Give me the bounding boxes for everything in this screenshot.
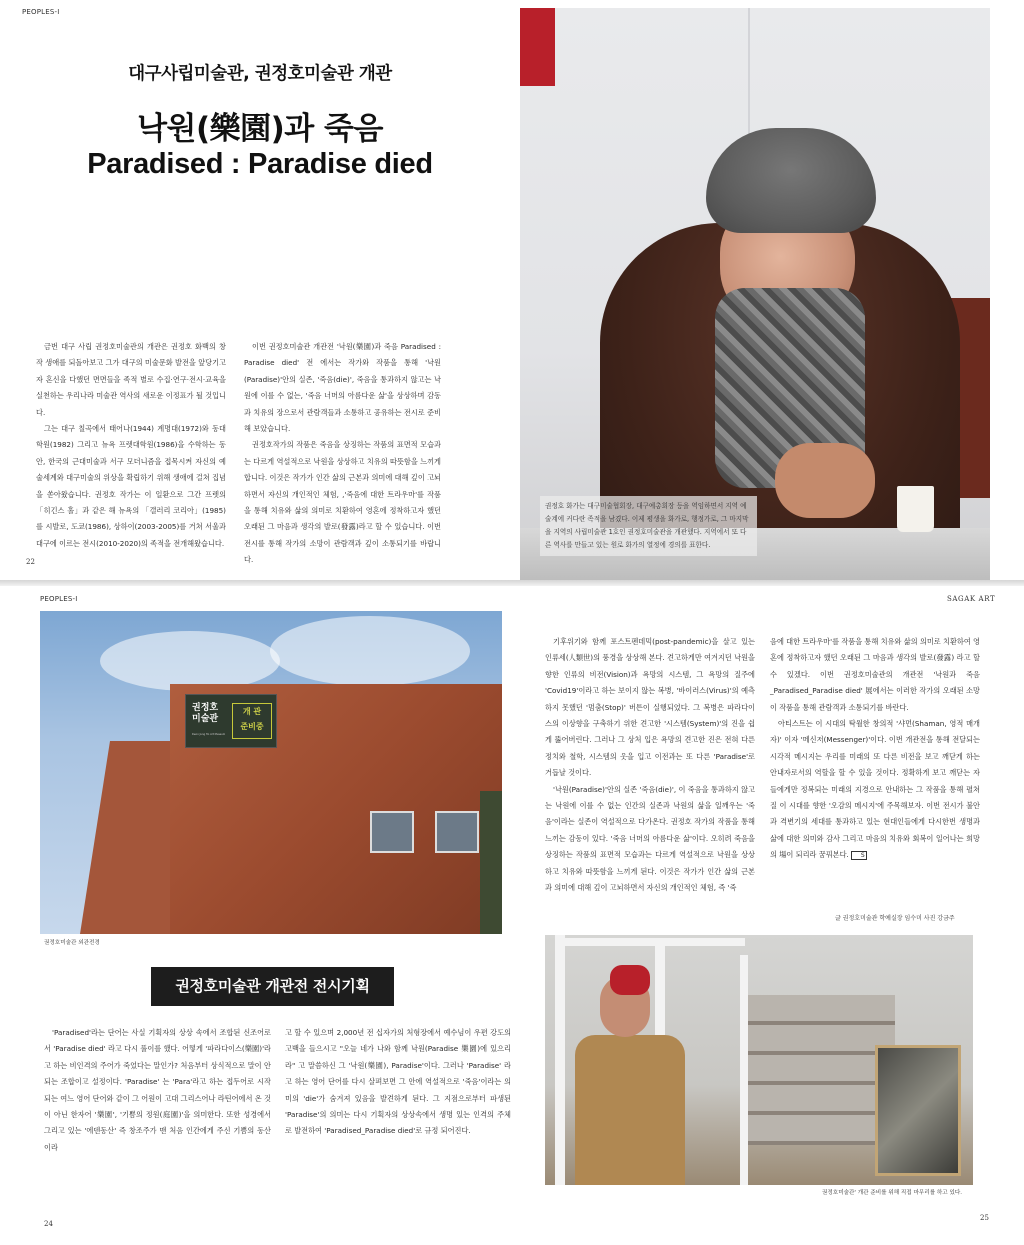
- flat-cap: [706, 128, 876, 233]
- paragraph: '낙원(Paradise)'안의 실존 '죽음(die)', 이 죽음을 통과하지 않고는 낙원에 이를 수 없는 인간의 실존과 낙원의 삶을 일깨우는 '죽음'이라는 실존이 역설적으로 다가온다. 권정호 작가의 작품을 통해 느끼는 감동이 있다. '죽음 너머의 아름다운 삶'이다. 오히려 죽음을 상징하는 작품의 표면적 모습과는 다르게 역설적으로 낙원을 상상하고 치유와 따뜻함을 느끼게 된다. 이것은 작가가 인간 삶의 근본과 의미에 대해 깊이 고뇌하면서 자신의 개인적인 체험, 즉 '죽: [545, 784, 755, 893]
- kicker: 대구사립미술관, 권정호미술관 개관: [128, 64, 392, 84]
- photo-caption: 권정호미술관' 개관 준비를 위해 직접 마무리를 하고 있다.: [822, 1190, 963, 1196]
- photo-caption: 권정호미술관 외관전경: [44, 940, 100, 946]
- magazine-name: SAGAK ART: [947, 595, 996, 603]
- building-side: [80, 741, 180, 934]
- page-number: 22: [26, 558, 35, 566]
- banner-sub: Kwon Jung Ho Art Museum: [192, 733, 226, 736]
- article-column-3: [545, 634, 755, 897]
- spread-divider: [0, 580, 1024, 586]
- article-column-4: [770, 634, 980, 864]
- end-mark-icon: S: [851, 851, 867, 860]
- paragraph: 기후위기와 함께 포스트펜데믹(post-pandemic)을 살고 있는 인류세(人類世)의 풍경을 상상해 본다. 견고하게만 여겨지던 낙원을 향한 인류의 비전(Vision)과 욕망의 시스템, 그 욕망의 질주에 'Covid19'이라고 하는 보이지 않는 복병, '바이러스(Virus)'의 예측하지 못했던 '멈춤(Stop)' 버튼이 실행되었다. 그 복병은 파라다이스의 이상향을 구축하기 위한 견고한 '시스템(System)'의 진을 쉽게 뚫어버린다. 그러나 그 상처 입은 욕망의 견고한 진은 전혀 다른 정치와 철학, 시스템의 옷을 입고 이전과는 또 다른 'Paradise'로 거듭날 것이다.: [545, 637, 755, 778]
- page-number: 25: [980, 1214, 989, 1222]
- article-column-1: [44, 1025, 271, 1156]
- apron: [575, 1035, 685, 1185]
- tree: [480, 791, 502, 934]
- paragraph: 이번 권정호미술관 개관전 '낙원(樂園)과 죽음 Paradised : Paradise died' 전 에서는 작가와 작품을 통해 '낙원(Paradise)'안의 실존, '죽음(die)', 죽음을 통과하지 않고는 낙원에 이를 수 없는, '죽음 너머의 아름다운 삶'을 상상하며 감동과 치유의 장으로서 관람객들과 소통하고 공유하는 전시로 준비해 보았습니다.: [244, 342, 441, 434]
- artist-workshop-photo: [545, 935, 973, 1185]
- framed-painting: [875, 1045, 961, 1176]
- article-column-2: [244, 339, 441, 569]
- spread-top: [0, 0, 1024, 580]
- banner-status: [232, 703, 272, 739]
- clasped-hands: [775, 443, 875, 518]
- title-korean: 낙원(樂園)과 죽음: [137, 111, 383, 147]
- frame-bar: [555, 938, 745, 946]
- title-block: [0, 60, 520, 181]
- byline: 글 권정호미술관 학예실장 임수미 사진 강금주: [835, 915, 955, 922]
- paragraph: 권정호작가의 작품은 죽음을 상징하는 작품의 표면적 모습과는 다르게 역설적으로 낙원을 상상하고 치유의 따뜻함을 느끼게 합니다. 이것은 작가가 인간 삶의 근본과 의미에 대해 깊이 고뇌하면서 자신의 개인적인 체험, ,'죽음에 대한 트라우마'를 작품을 통해 치유와 삶의 의미로 치환하여 영혼에 정착하고자 했던 오래된 그 마음과 생각의 발로(發露)라고 할 수 있습니다. 이번 전시를 통해 작가의 소망이 관람객과 깊이 소통되기를 바랍니다.: [244, 440, 441, 565]
- section-heading: 권정호미술관 개관전 전시기획: [151, 967, 394, 1006]
- banner-museum-name: 권정호 미술관: [192, 703, 219, 724]
- paragraph: 그는 대구 칠곡에서 태어나(1944) 계명대(1972)와 동대학원(1982) 그리고 뉴욕 프렛대학원(1986)을 수학하는 동안, 한국의 근대미술과 서구 모더니즘을 접목시켜 자신의 예술세계와 대구미술의 위상을 확립하기 위해 생애에 걸쳐 집념을 쏟아왔습니다. 권정호 작가는 이 일환으로 그간 프렛의 「히긴스 홀」과 같은 해 뉴욕의 「갤러리 코리아」(1985)를 시발로, 도쿄(1986), 상하이(2003-2005)를 거쳐 서울과 대구에 이르는 전시(2010-2020)의 족적을 전개해왔습니다.: [36, 424, 226, 548]
- running-head: PEOPLES-Ⅰ: [22, 8, 60, 16]
- banner-status-1: 개 관: [242, 707, 262, 716]
- paragraph: 음에 대한 트라우마'를 작품을 통해 치유와 삶의 의미로 치환하여 영혼에 정착하고자 했던 오래된 그 마음과 생각의 발로(發露) 라고 할 수 있겠다. 이번 권정호미술관의 개관전 '낙원과 죽음_Paradised_Paradise died' 展에서는 이러한 작가의 오래된 소망이 작품을 통해 관람객과 소통되기를 바란다.: [770, 637, 981, 712]
- artist: [575, 955, 685, 1185]
- cloud: [270, 616, 470, 686]
- frame-post: [555, 935, 565, 1185]
- paragraph: 고 할 수 있으며 2,000년 전 십자가의 처형장에서 예수님이 우편 강도의 고백을 들으시고 "오늘 네가 나와 함께 낙원(Paradise 樂園)에 있으리라" 고 말씀하신 그 '낙원(樂園), Paradise'이다. 그러나 'Paradise' 라고 하는 영어 단어를 다시 살펴보면 그 안에 역설적으로 '죽음'이라는 의미의 'die'가 숨겨져 있음을 발견하게 된다. 그 지점으로부터 파생된 'Paradise'의 의미는 다시 기획자의 상상속에서 생명 있는 인격의 주체로 발전하여 'Paradised_Paradise died'로 규정 되어진다.: [285, 1028, 511, 1136]
- page-number: 24: [44, 1220, 53, 1228]
- window: [370, 811, 414, 853]
- article-column-1: [36, 339, 226, 552]
- paragraph: 'Paradised'라는 단어는 사실 기획자의 상상 속에서 조합된 신조어로서 'Paradise died' 라고 다시 풀이를 했다. 어떻게 '파라다이스(樂園)'라고 하는 비인격의 주어가 죽었다는 말인가? 처음부터 상식적으로 말이 안되는 조합이고 설정이다. 'Paradise' 는 'Para'라고 하는 접두어로 시작되는 여느 영어 단어와 같이 그 어원이 고대 그리스어나 라틴어에서 온 것이 아닌 한자어 '樂園', '기쁨의 정원(庭園)'을 의미한다. 또한 성경에서 그리고 있는 '에덴동산' 즉 창조주가 맨 처음 인간에게 주신 기쁨의 동산이라: [44, 1028, 271, 1152]
- window: [435, 811, 479, 853]
- red-glove: [610, 965, 650, 995]
- article-column-2: [285, 1025, 511, 1140]
- red-artwork: [520, 8, 555, 86]
- frame-post: [740, 955, 748, 1185]
- running-head: PEOPLES-Ⅰ: [40, 595, 78, 603]
- paper-cup: [897, 486, 934, 532]
- banner-status-2: 준비중: [240, 722, 264, 731]
- paragraph: 금번 대구 사립 권정호미술관의 개관은 권정호 화백의 창작 생애를 되돌아보고 그가 대구의 미술문화 발전을 앞당기고자 혼신을 다했던 면면들을 족적 별로 수집·연구·전시·교육을 실천하는 우리나라 미술관 역사의 새로운 이정표가 될 것입니다.: [36, 342, 226, 417]
- paragraph-text: 아티스트는 이 시대의 탁월한 창의적 '샤먼(Shaman, 영적 매개자)' 이자 '메신저(Messenger)'이다. 이번 개관전을 통해 전달되는 시각적 메시지는 우리를 미래의 또 다른 비전을 보고 깨닫게 하는 안내자로서의 역할을 할 수 있을 것이다. 정확하게 보고 깨닫는 자들에게만 정복되는 미래의 지경으로 안내하는 그 작품을 통해 펼쳐질 이 시대를 향한 '오감의 메시지'에 주목해보자. 이번 전시가 불안과 격변기의 세대를 통과하고 있는 현대인들에게 다시한번 생명과 삶에 대한 의미와 감사 그리고 마음의 치유와 회복이 일어나는 희망의 場이 되리라 꿈꿔본다.: [770, 719, 980, 860]
- museum-exterior-photo: [40, 611, 502, 934]
- photo-caption: 권정호 화가는 대구미술협회장, 대구예총회장 등을 역임하면서 지역 예술계에 커다란 족적을 남겼다. 이제 평생을 화가로, 행정가로, 그 마지막을 지역의 사립미술관 1호인 권정호미술관을 개관했다. 지역에서 또 다른 역사를 만들고 있는 원로 화가의 열정에 경의를 표한다.: [540, 496, 757, 556]
- museum-banner: [185, 694, 277, 748]
- shelf: [745, 995, 895, 1145]
- title-english: Paradised : Paradise died: [87, 148, 433, 180]
- paragraph: [770, 716, 980, 864]
- artist-portrait-photo: [520, 8, 990, 580]
- cloud: [100, 631, 280, 691]
